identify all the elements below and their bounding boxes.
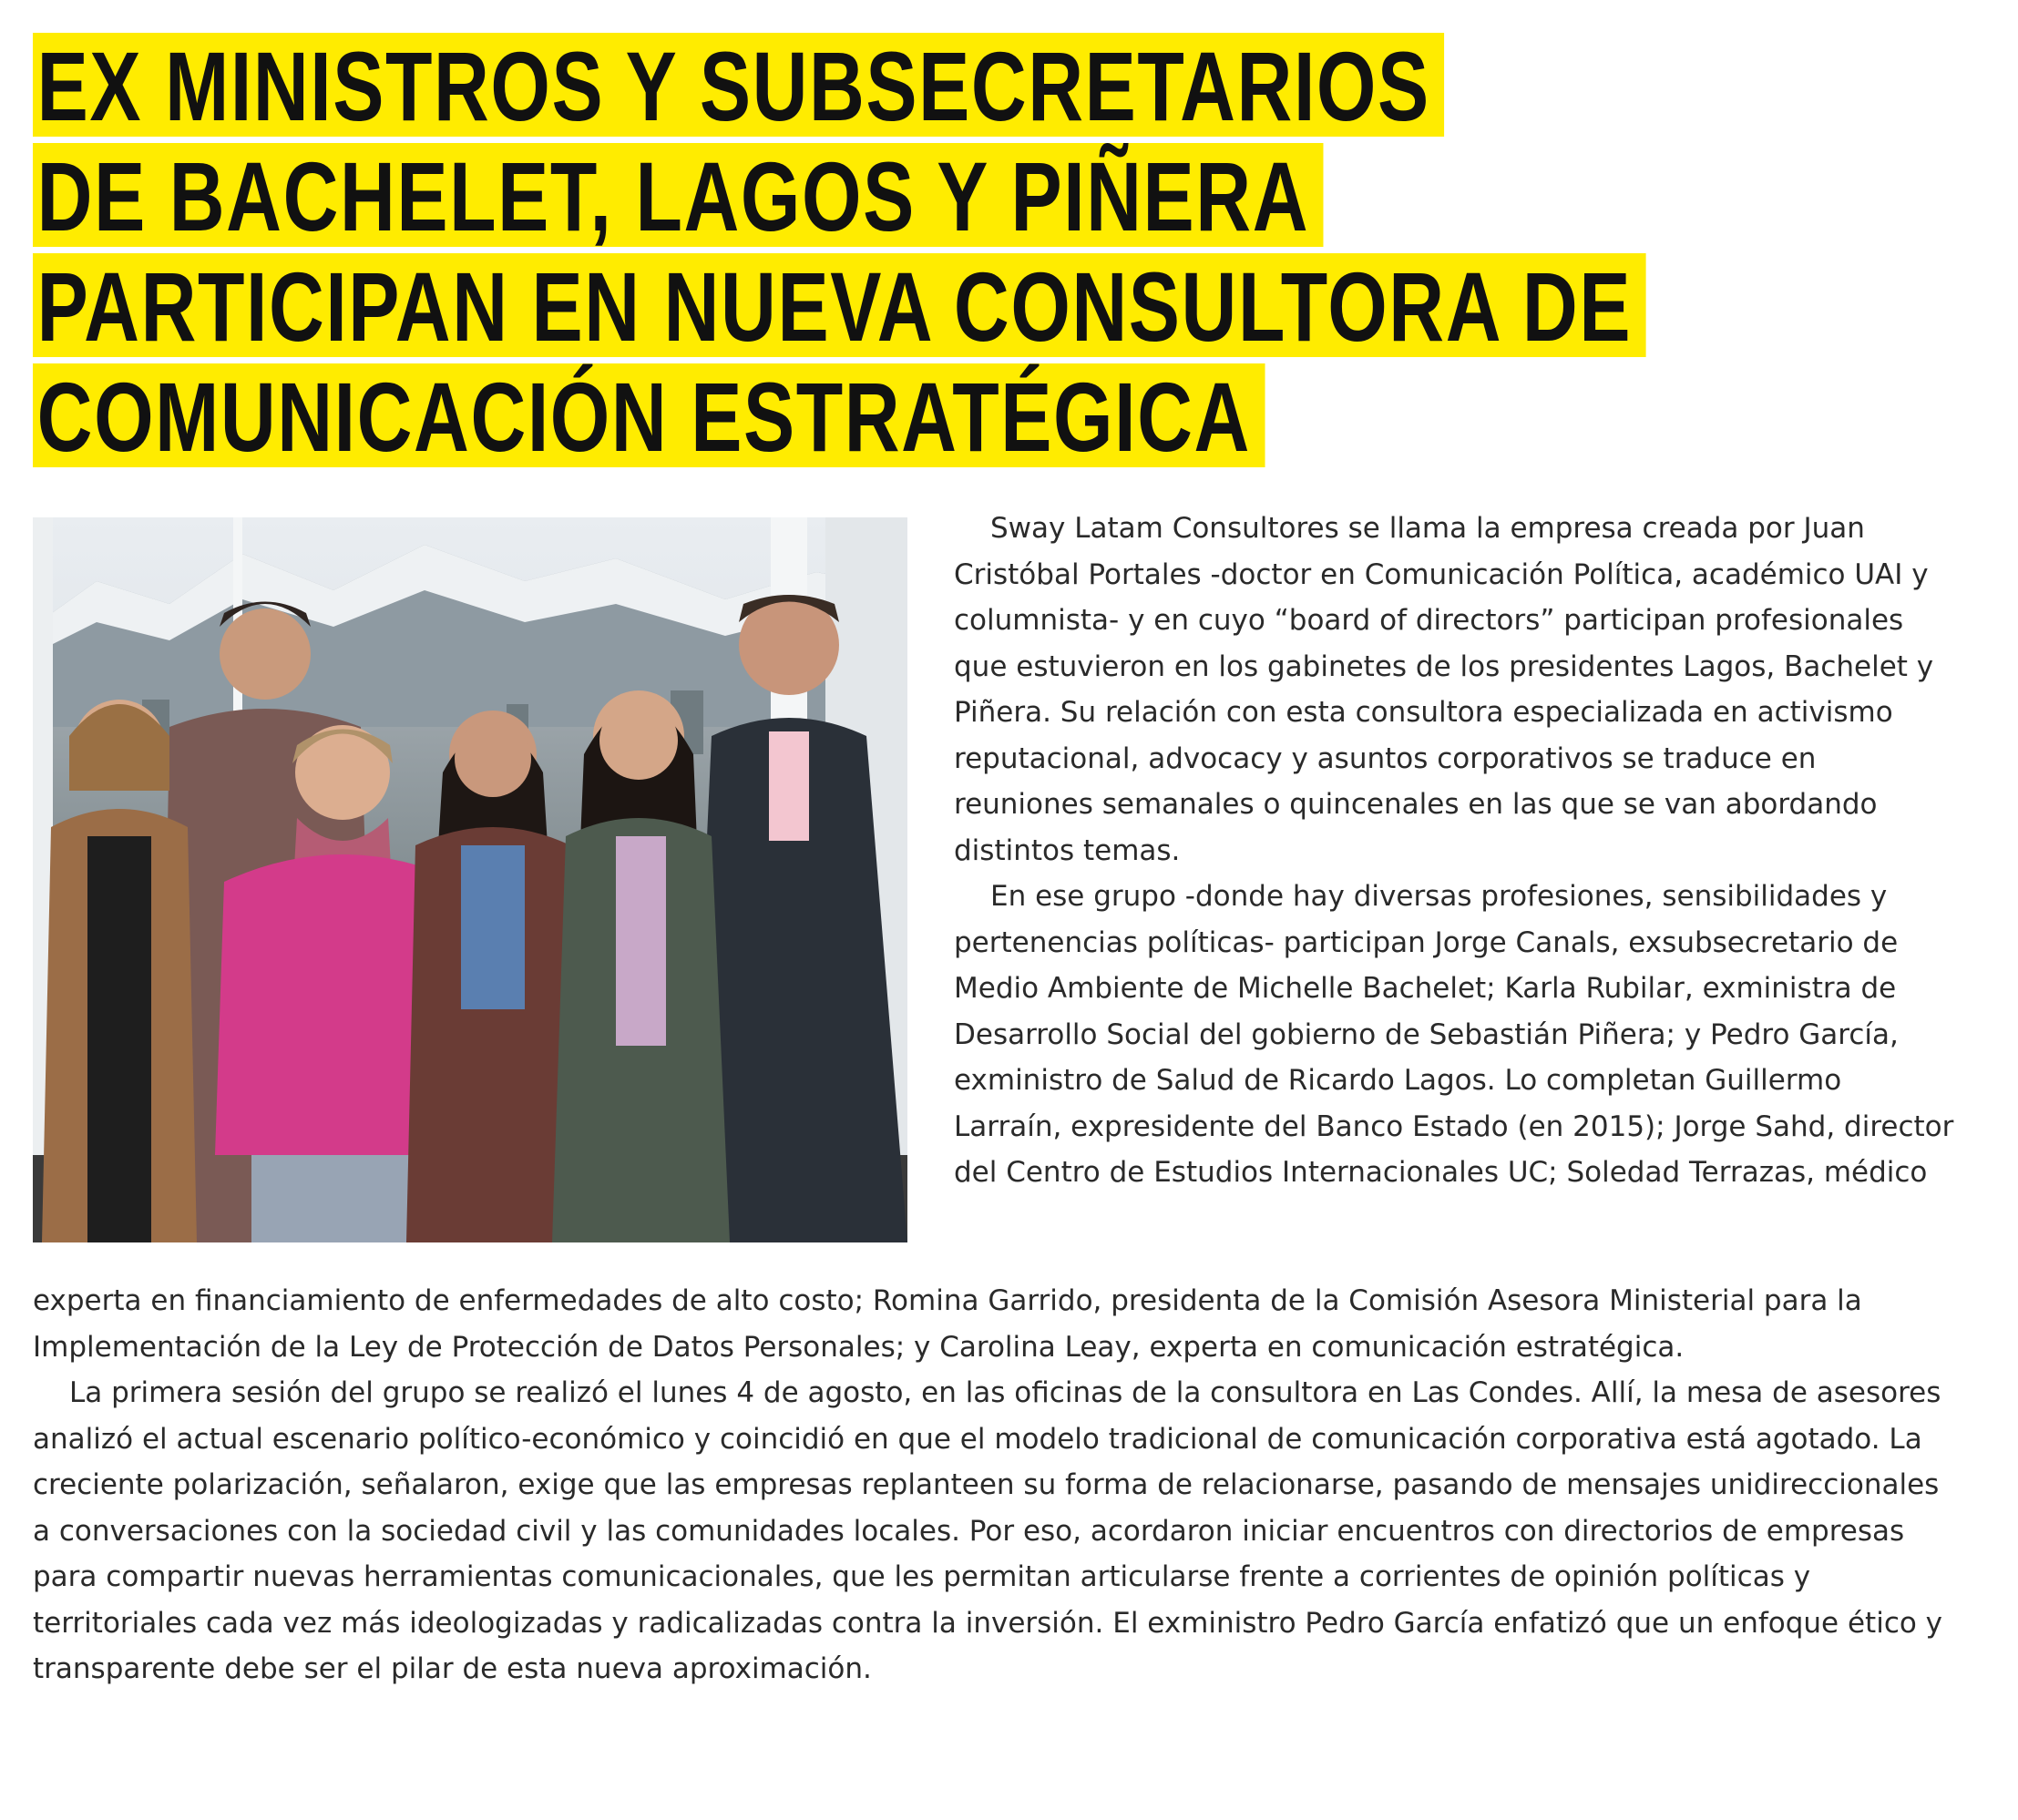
headline-line-1: EX MINISTROS Y SUBSECRETARIOS [33, 33, 1764, 143]
article-column-right [954, 506, 1956, 1196]
article-paragraph-3: La primera sesión del grupo se realizó el lunes 4 de agosto, en las oficinas de la consultora en Las Condes. Allí, la mesa de asesores analizó el actual escenario político-económico y coincidió en que el modelo tradicional de comunicación corporativa está agotado. La creciente polarización, señalaron, exige que las empresas replanteen su forma de relacionarse, pasando de mensajes unidireccionales a conversaciones con la sociedad civil y las comunidades locales. Por eso, acordaron iniciar encuentros con directorios de empresas para compartir nuevas herramientas comunicacionales, que les permitan articularse frente a corrientes de opinión políticas y territoriales cada vez más ideologizadas y radicalizadas contra la inversión. El exministro Pedro García enfatizó que un enfoque ético y transparente debe ser el pilar de esta nueva aproximación. [33, 1376, 1943, 1685]
group-photo [33, 517, 907, 1242]
article-paragraph-2: En ese grupo -donde hay diversas profesiones, sensibilidades y pertenencias políticas- participan Jorge Canals, exsubsecretario de Medio Ambiente de Michelle Bachelet; Karla Rubilar, exministra de Desarrollo Social del gobierno de Sebastián Piñera; y Pedro García, exministro de Salud de Ricardo Lagos. Lo completan Guillermo Larraín, expresidente del Banco Estado (en 2015); Jorge Sahd, director del Centro de Estudios Internacionales UC; Soledad Terrazas, médico [954, 880, 1954, 1189]
headline [33, 33, 1764, 474]
group-photo-icon [33, 517, 907, 1242]
article-paragraph-1: Sway Latam Consultores se llama la empresa creada por Juan Cristóbal Portales -doctor en Comunicación Política, académico UAI y columnista- y en cuyo “board of directors” participan profesionales que estuvieron en los gabinetes de los presidentes Lagos, Bachelet y Piñera. Su relación con esta consultora especializada en activismo reputacional, advocacy y asuntos corporativos se traduce en reuniones semanales o quincenales en las que se van abordando distintos temas. [954, 512, 1934, 867]
headline-line-3: PARTICIPAN EN NUEVA CONSULTORA DE [33, 253, 1764, 363]
article-paragraph-2-continued: experta en financiamiento de enfermedades de alto costo; Romina Garrido, presidenta de la Comisión Asesora Ministerial para la Implementación de la Ley de Protección de Datos Personales; y Carolina Leay, experta en comunicación estratégica. [33, 1284, 1862, 1364]
headline-line-2: DE BACHELET, LAGOS Y PIÑERA [33, 143, 1764, 253]
article-full-width [33, 1278, 1964, 1692]
headline-line-4: COMUNICACIÓN ESTRATÉGICA [33, 363, 1764, 474]
